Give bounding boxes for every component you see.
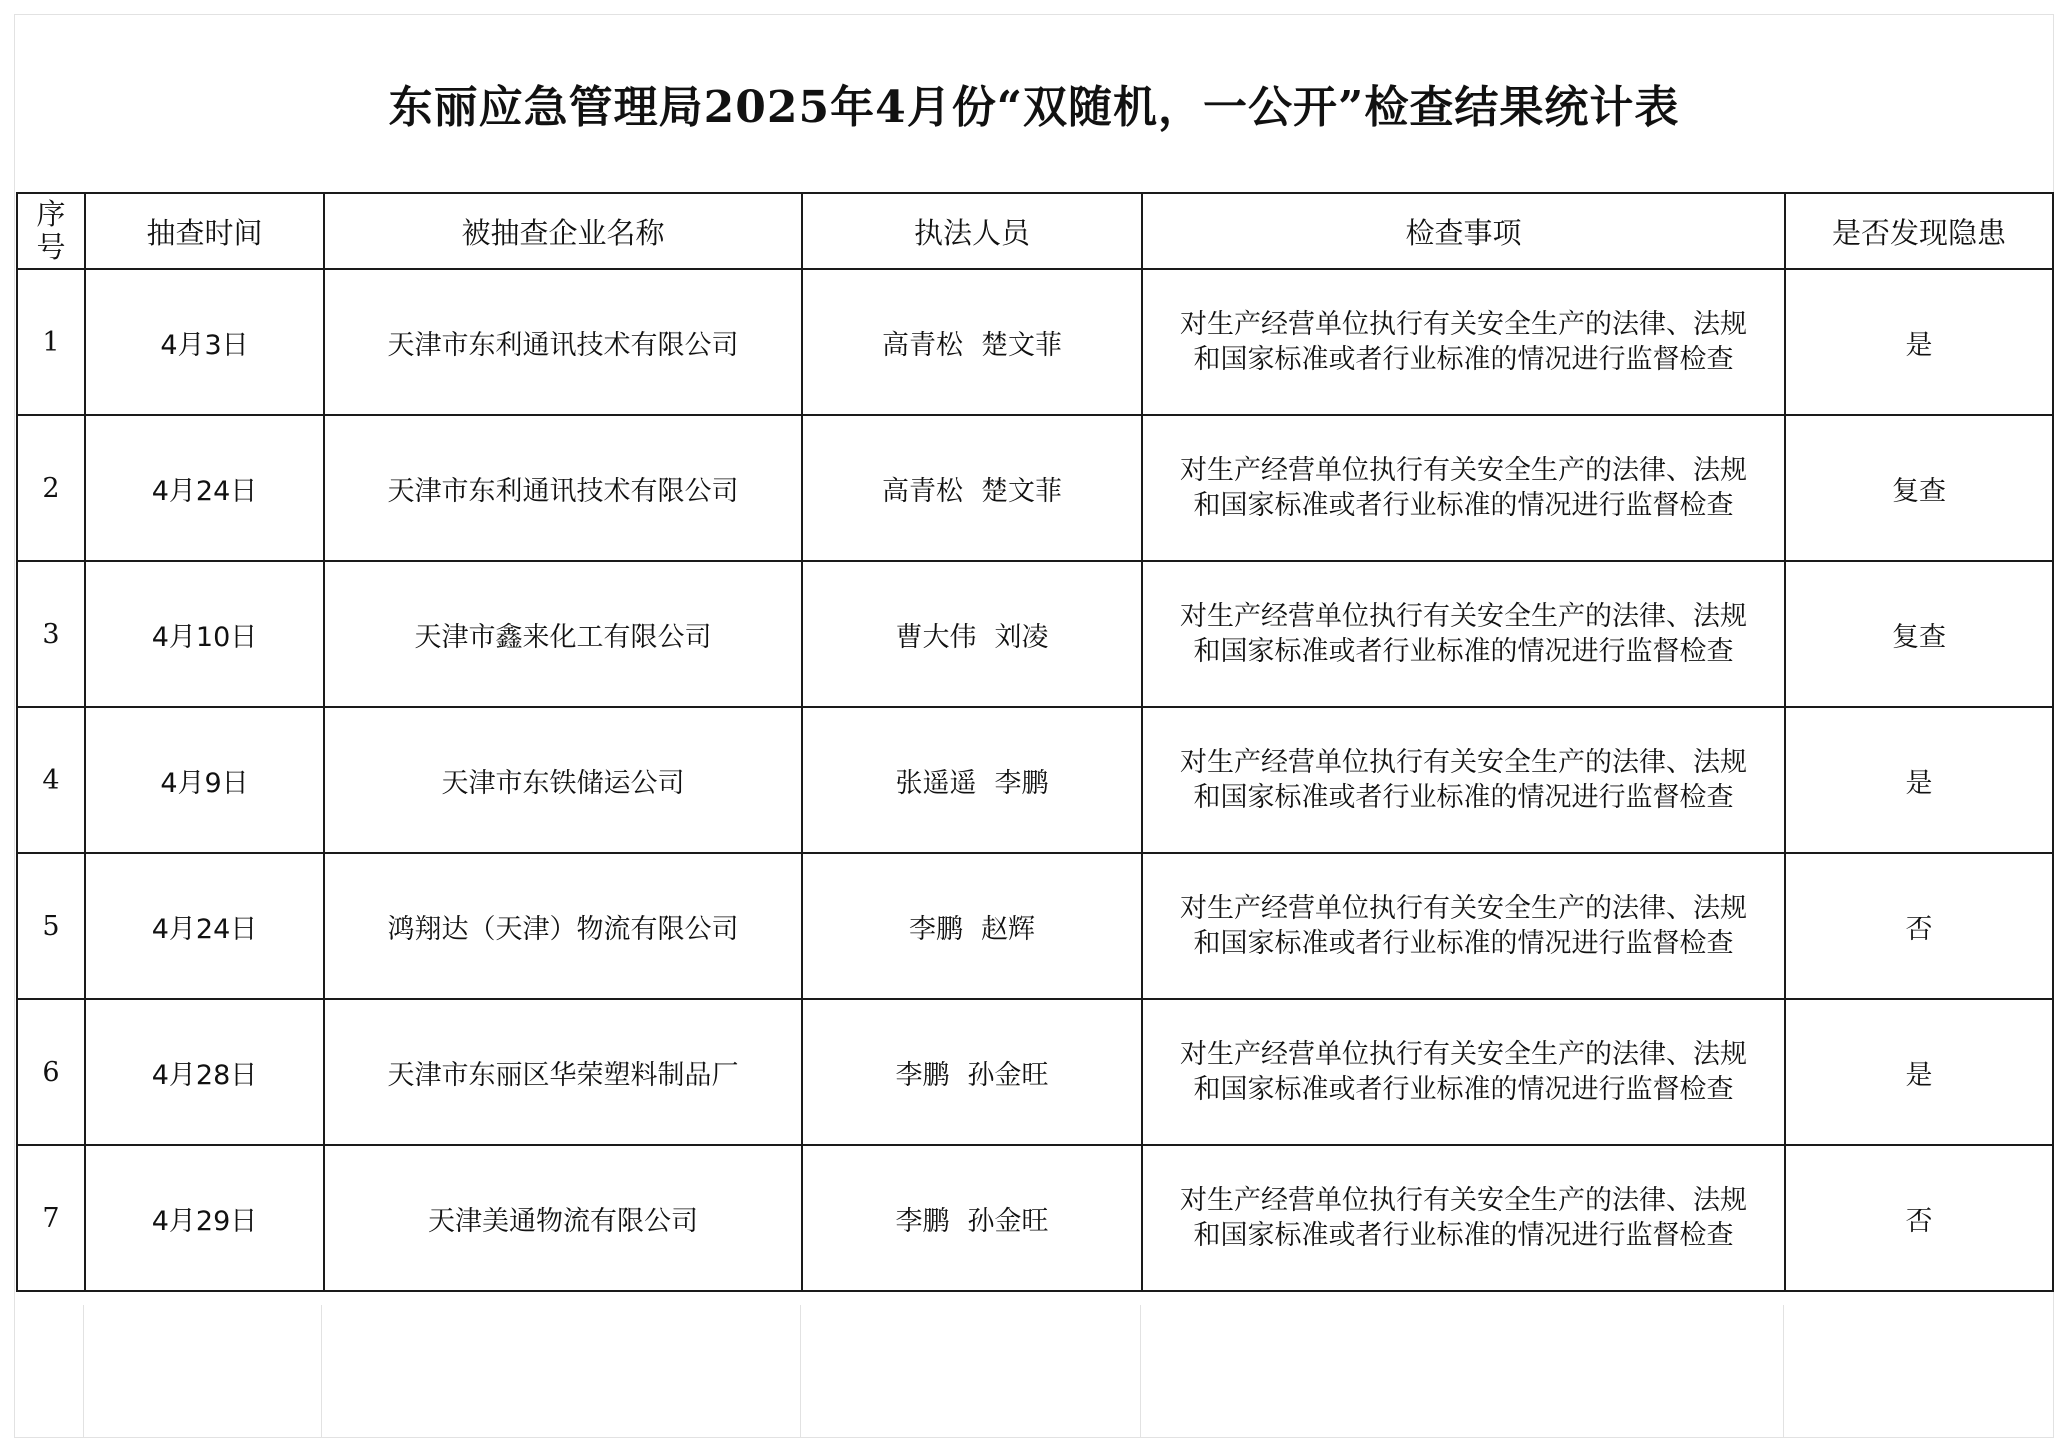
header-no-line2: 号 bbox=[36, 230, 66, 264]
items-line: 和国家标准或者行业标准的情况进行监督检查 bbox=[1193, 490, 1734, 521]
officer-name: 李鹏 bbox=[895, 1059, 950, 1091]
cell-time: 4月28日 bbox=[85, 999, 324, 1145]
page-title: 东丽应急管理局2025年4月份“双随机，一公开”检查结果统计表 bbox=[388, 82, 1680, 133]
officer-name: 孙金旺 bbox=[967, 1059, 1049, 1091]
cell-officers bbox=[802, 707, 1142, 853]
cell-hazard: 是 bbox=[1785, 707, 2053, 853]
header-time: 抽查时间 bbox=[85, 193, 324, 269]
header-hazard: 是否发现隐患 bbox=[1785, 193, 2053, 269]
cell-officers bbox=[802, 269, 1142, 415]
result-table bbox=[16, 192, 2054, 1292]
table-row bbox=[17, 1145, 2053, 1291]
cell-items bbox=[1142, 415, 1785, 561]
table-row bbox=[17, 999, 2053, 1145]
cell-company: 天津市东丽区华荣塑料制品厂 bbox=[324, 999, 802, 1145]
items-line: 对生产经营单位执行有关安全生产的法律、法规 bbox=[1180, 1039, 1747, 1070]
cell-company: 鸿翔达（天津）物流有限公司 bbox=[324, 853, 802, 999]
items-line: 和国家标准或者行业标准的情况进行监督检查 bbox=[1193, 1074, 1734, 1105]
items-line: 和国家标准或者行业标准的情况进行监督检查 bbox=[1193, 1220, 1734, 1251]
items-line: 对生产经营单位执行有关安全生产的法律、法规 bbox=[1180, 893, 1747, 924]
cell-company: 天津市东利通讯技术有限公司 bbox=[324, 269, 802, 415]
cell-officers bbox=[802, 1145, 1142, 1291]
header-company: 被抽查企业名称 bbox=[324, 193, 802, 269]
cell-officers bbox=[802, 561, 1142, 707]
cell-company: 天津市东利通讯技术有限公司 bbox=[324, 415, 802, 561]
table-row bbox=[17, 269, 2053, 415]
cell-items bbox=[1142, 707, 1785, 853]
table-row bbox=[17, 853, 2053, 999]
cell-no: 6 bbox=[17, 999, 85, 1145]
header-no bbox=[17, 193, 85, 269]
header-no-line1: 序 bbox=[36, 197, 66, 231]
cell-hazard: 是 bbox=[1785, 269, 2053, 415]
cell-officers bbox=[802, 415, 1142, 561]
cell-time: 4月3日 bbox=[85, 269, 324, 415]
cell-no: 5 bbox=[17, 853, 85, 999]
cell-no: 1 bbox=[17, 269, 85, 415]
cell-no: 2 bbox=[17, 415, 85, 561]
cell-items bbox=[1142, 999, 1785, 1145]
table-row bbox=[17, 561, 2053, 707]
cell-hazard: 复查 bbox=[1785, 561, 2053, 707]
items-line: 对生产经营单位执行有关安全生产的法律、法规 bbox=[1180, 309, 1747, 340]
cell-hazard: 复查 bbox=[1785, 415, 2053, 561]
officer-name: 李鹏 bbox=[909, 913, 963, 945]
officer-name: 赵辉 bbox=[981, 913, 1035, 945]
cell-hazard: 否 bbox=[1785, 853, 2053, 999]
officer-name: 李鹏 bbox=[994, 767, 1049, 799]
grid-line bbox=[1140, 1305, 1141, 1437]
table-row bbox=[17, 415, 2053, 561]
cell-items bbox=[1142, 269, 1785, 415]
items-line: 和国家标准或者行业标准的情况进行监督检查 bbox=[1193, 928, 1734, 959]
items-line: 对生产经营单位执行有关安全生产的法律、法规 bbox=[1180, 1185, 1747, 1216]
cell-time: 4月29日 bbox=[85, 1145, 324, 1291]
items-line: 和国家标准或者行业标准的情况进行监督检查 bbox=[1193, 344, 1734, 375]
items-line: 和国家标准或者行业标准的情况进行监督检查 bbox=[1193, 636, 1734, 667]
officer-name: 刘凌 bbox=[994, 621, 1049, 653]
items-line: 对生产经营单位执行有关安全生产的法律、法规 bbox=[1180, 455, 1747, 486]
cell-no: 7 bbox=[17, 1145, 85, 1291]
grid-line bbox=[1783, 1305, 1784, 1437]
cell-officers bbox=[802, 853, 1142, 999]
cell-time: 4月24日 bbox=[85, 853, 324, 999]
items-line: 和国家标准或者行业标准的情况进行监督检查 bbox=[1193, 782, 1734, 813]
items-line: 对生产经营单位执行有关安全生产的法律、法规 bbox=[1180, 601, 1747, 632]
officer-name: 楚文菲 bbox=[981, 475, 1062, 507]
cell-company: 天津市鑫来化工有限公司 bbox=[324, 561, 802, 707]
officer-name: 李鹏 bbox=[895, 1205, 950, 1237]
cell-no: 4 bbox=[17, 707, 85, 853]
cell-time: 4月10日 bbox=[85, 561, 324, 707]
officer-name: 曹大伟 bbox=[895, 621, 977, 653]
cell-hazard: 否 bbox=[1785, 1145, 2053, 1291]
cell-items bbox=[1142, 853, 1785, 999]
grid-line bbox=[800, 1305, 801, 1437]
cell-company: 天津市东铁储运公司 bbox=[324, 707, 802, 853]
header-items: 检查事项 bbox=[1142, 193, 1785, 269]
officer-name: 孙金旺 bbox=[967, 1205, 1049, 1237]
grid-line bbox=[83, 1305, 84, 1437]
officer-name: 高青松 bbox=[882, 475, 963, 507]
header-row bbox=[17, 193, 2053, 269]
cell-officers bbox=[802, 999, 1142, 1145]
cell-items bbox=[1142, 1145, 1785, 1291]
grid-line bbox=[321, 1305, 322, 1437]
cell-hazard: 是 bbox=[1785, 999, 2053, 1145]
officer-name: 楚文菲 bbox=[981, 329, 1062, 361]
officer-name: 高青松 bbox=[882, 329, 963, 361]
title-cell bbox=[16, 16, 2052, 190]
header-officers: 执法人员 bbox=[802, 193, 1142, 269]
cell-company: 天津美通物流有限公司 bbox=[324, 1145, 802, 1291]
items-line: 对生产经营单位执行有关安全生产的法律、法规 bbox=[1180, 747, 1747, 778]
cell-no: 3 bbox=[17, 561, 85, 707]
cell-time: 4月24日 bbox=[85, 415, 324, 561]
table-row bbox=[17, 707, 2053, 853]
cell-time: 4月9日 bbox=[85, 707, 324, 853]
cell-items bbox=[1142, 561, 1785, 707]
officer-name: 张遥遥 bbox=[895, 767, 977, 799]
